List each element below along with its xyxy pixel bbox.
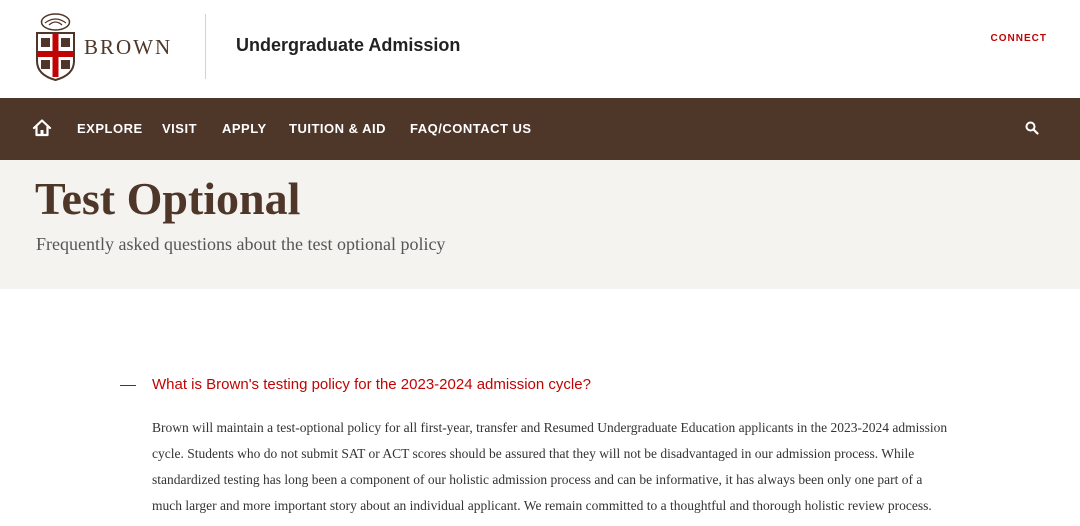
faq-answer-line: cycle. Students who do not submit SAT or ACT scores should be assured that they will not be disadvantaged in our admission process. While (152, 446, 915, 461)
nav-explore[interactable]: EXPLORE (77, 121, 143, 136)
connect-link[interactable]: CONNECT (990, 33, 1047, 44)
faq-answer (152, 415, 972, 519)
faq-answer-line: much larger and more important story about an individual applicant. We remain committed to a thoughtful and thorough holistic review process. (152, 498, 932, 513)
nav-apply[interactable]: APPLY (222, 121, 267, 136)
faq-answer-line: standardized testing has long been a component of our holistic admission process and can be informative, it has always been only one part of a (152, 472, 923, 487)
search-icon[interactable] (1025, 121, 1039, 135)
brown-shield-icon (35, 13, 76, 81)
nav-tuition-aid[interactable]: TUITION & AID (289, 121, 387, 136)
site-title[interactable]: Undergraduate Admission (236, 35, 461, 55)
site-header (0, 0, 1080, 98)
main-nav (0, 98, 1080, 160)
header-divider (205, 14, 206, 79)
page-subtitle: Frequently asked questions about the test optional policy (36, 234, 446, 254)
faq-collapse-icon[interactable] (120, 385, 136, 386)
nav-faq-contact[interactable]: FAQ/CONTACT US (410, 121, 532, 136)
nav-visit[interactable]: VISIT (162, 121, 198, 136)
page-hero (0, 160, 1080, 289)
home-icon[interactable] (32, 118, 52, 138)
logo-wordmark: BROWN (84, 34, 173, 59)
faq-question[interactable]: What is Brown's testing policy for the 2023-2024 admission cycle? (152, 376, 591, 393)
page-title: Test Optional (35, 173, 301, 224)
brown-logo[interactable] (35, 13, 175, 81)
faq-answer-line: Brown will maintain a test-optional policy for all first-year, transfer and Resumed Undergraduate Education applicants in the 2023-2024 admission (152, 420, 948, 435)
